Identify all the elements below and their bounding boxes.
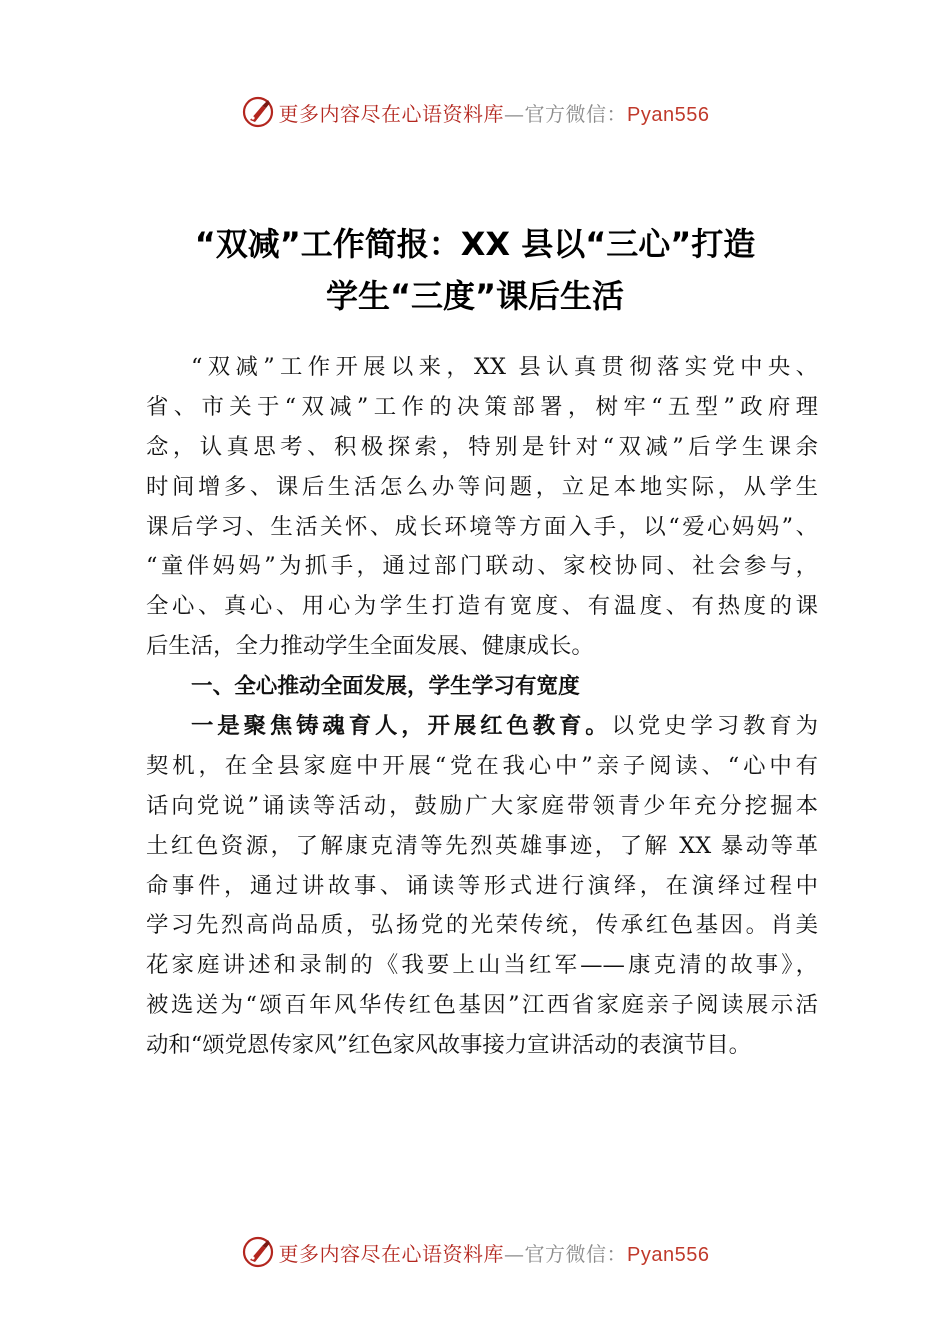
watermark-wechat-id: Pyan556 (627, 1243, 710, 1266)
para-line: 动和“颂党恩传家风”红色家风故事接力宣讲活动的表演节目。 (146, 1032, 752, 1059)
para-first-line (146, 707, 818, 747)
intro-line: “童伴妈妈”为抓手，通过部门联动、家校协同、社会参与， (146, 553, 818, 580)
para-line: 命事件，通过讲故事、诵读等形式进行演绎，在演绎过程中 (146, 872, 818, 899)
section-heading: 一、全心推动全面发展，学生学习有宽度 (191, 674, 580, 700)
watermark-separator: — (504, 1241, 525, 1266)
watermark-text (279, 1238, 710, 1267)
watermark-prefix: 更多内容尽在心语资料库 (278, 1241, 505, 1266)
intro-line: 省、市关于“双减”工作的决策部署，树牢“五型”政府理 (146, 393, 818, 420)
para-lead-phrase: 一是聚焦铸魂育人，开展红色教育。 (191, 713, 612, 740)
watermark-text (279, 98, 710, 127)
para-line: 话向党说”诵读等活动，鼓励广大家庭带领青少年充分挖掘本 (146, 792, 818, 819)
para-line: 学习先烈高尚品质，弘扬党的光荣传统，传承红色基因。肖美 (146, 912, 818, 939)
para-line: 土红色资源，了解康克清等先烈英雄事迹，了解 XX 暴动等革 (146, 832, 818, 859)
watermark-separator: — (504, 101, 525, 126)
watermark-prefix: 更多内容尽在心语资料库 (278, 101, 505, 126)
article-body (146, 348, 818, 1066)
para-line: 花家庭讲述和录制的《我要上山当红军——康克清的故事》， (146, 952, 818, 979)
watermark-label: 官方微信： (524, 101, 628, 126)
para-line: 被选送为“颂百年风华传红色基因”江西省家庭亲子阅读展示活 (146, 992, 818, 1019)
watermark-wechat-id: Pyan556 (627, 103, 710, 126)
intro-line: 课后学习、生活关怀、成长环境等方面入手，以“爱心妈妈”、 (146, 513, 818, 540)
watermark-label: 官方微信： (524, 1241, 628, 1266)
intro-line: “双减”工作开展以来，XX 县认真贯彻落实党中央、 (191, 354, 818, 380)
article-title (100, 218, 850, 322)
intro-line: 后生活，全力推动学生全面发展、健康成长。 (146, 633, 594, 660)
intro-line: 时间增多、课后生活怎么办等问题，立足本地实际，从学生 (146, 473, 818, 500)
pen-nib-seal-icon (241, 1235, 275, 1269)
watermark-banner-top (0, 92, 950, 132)
intro-line: 念，认真思考、积极探索，特别是针对“双减”后学生课余 (146, 433, 818, 460)
para-line: 契机，在全县家庭中开展“党在我心中”亲子阅读、“心中有 (146, 752, 818, 779)
pen-nib-seal-icon (241, 95, 275, 129)
para-first-rest: 以党史学习教育为 (611, 713, 819, 740)
title-line: 学生“三度”课后生活 (325, 277, 625, 315)
intro-line: 全心、真心、用心为学生打造有宽度、有温度、有热度的课 (146, 593, 818, 620)
watermark-banner-bottom (0, 1232, 950, 1272)
title-line: “双减”工作简报：XX 县以“三心”打造 (194, 225, 756, 263)
